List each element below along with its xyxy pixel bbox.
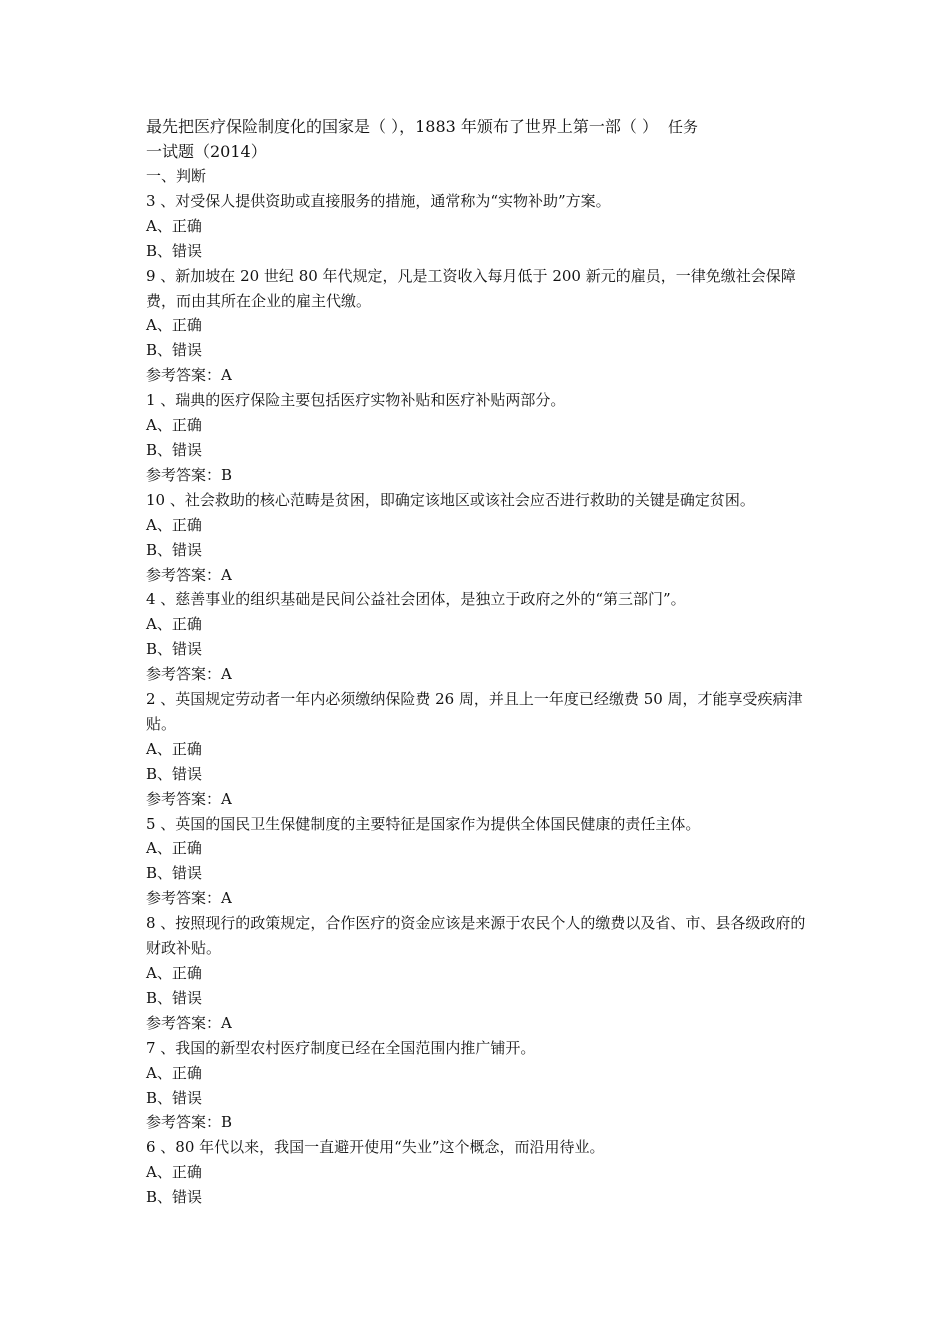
option-a: A、正确: [146, 416, 202, 435]
document-page: [146, 115, 814, 1210]
question-text: 7 、我国的新型农村医疗制度已经在全国范围内推广铺开。: [146, 1038, 536, 1057]
question-text: 1 、瑞典的医疗保险主要包括医疗实物补贴和医疗补贴两部分。: [146, 391, 566, 410]
option-b: B、错误: [146, 988, 203, 1007]
option-b: B、错误: [146, 1088, 203, 1107]
question-item: [146, 488, 814, 588]
title-line-2: 一试题（2014）: [146, 141, 267, 161]
option-a: A、正确: [146, 964, 202, 982]
question-item: [146, 587, 814, 687]
option-a: A、正确: [146, 1163, 202, 1182]
question-text: 8 、按照现行的政策规定，合作医疗的资金应该是来源于农民个人的缴费以及省、市、县各级政府的财政补贴。: [146, 914, 806, 958]
option-b: B、错误: [146, 1188, 203, 1207]
question-text: 9 、新加坡在 20 世纪 80 年代规定，凡是工资收入每月低于 200 新元的雇员，一律免缴社会保障费，而由其所在企业的雇主代缴。: [146, 266, 796, 310]
option-a: A、正确: [146, 316, 202, 335]
question-item: [146, 264, 814, 389]
question-text: 6 、80 年代以来，我国一直避开使用“失业”这个概念，而沿用待业。: [146, 1138, 605, 1157]
title-text: 最先把医疗保险制度化的国家是（ ），1883 年颁布了世界上第一部（ ）: [146, 117, 658, 136]
question-item: [146, 1135, 814, 1210]
reference-answer: 参考答案：A: [146, 889, 232, 908]
reference-answer: 参考答案：A: [146, 1013, 232, 1032]
option-a: A、正确: [146, 839, 202, 858]
option-a: A、正确: [146, 1063, 202, 1082]
question-item: [146, 812, 814, 912]
question-text: 10 、社会救助的核心范畴是贫困，即确定该地区或该社会应否进行救助的关键是确定贫困。: [146, 490, 755, 509]
section-header: 一、判断: [146, 167, 207, 185]
option-a: A、正确: [146, 615, 202, 634]
option-b: B、错误: [146, 640, 203, 659]
option-b: B、错误: [146, 241, 203, 260]
option-a: A、正确: [146, 216, 202, 235]
reference-answer: 参考答案：A: [146, 366, 232, 385]
document-title: [146, 115, 814, 164]
title-tail: 任务: [667, 118, 698, 136]
option-b: B、错误: [146, 440, 203, 459]
reference-answer: 参考答案：B: [146, 465, 233, 484]
option-a: A、正确: [146, 515, 202, 534]
question-item: [146, 388, 814, 488]
question-text: 3 、对受保人提供资助或直接服务的措施，通常称为“实物补助”方案。: [146, 191, 611, 210]
reference-answer: 参考答案：A: [146, 565, 232, 584]
reference-answer: 参考答案：A: [146, 789, 232, 808]
option-b: B、错误: [146, 764, 203, 783]
question-text: 2 、英国规定劳动者一年内必须缴纳保险费 26 周，并且上一年度已经缴费 50 周，才能享受疾病津贴。: [146, 690, 803, 733]
question-item: [146, 1036, 814, 1136]
option-b: B、错误: [146, 341, 203, 360]
reference-answer: 参考答案：A: [146, 665, 232, 684]
question-list: [146, 189, 814, 1210]
option-a: A、正确: [146, 739, 202, 758]
question-item: [146, 189, 814, 264]
question-text: 5 、英国的国民卫生保健制度的主要特征是国家作为提供全体国民健康的责任主体。: [146, 814, 701, 833]
option-b: B、错误: [146, 864, 203, 883]
question-item: [146, 687, 814, 812]
title-line-1: [146, 115, 814, 140]
reference-answer: 参考答案：B: [146, 1113, 233, 1132]
option-b: B、错误: [146, 540, 203, 559]
question-item: [146, 911, 814, 1036]
question-text: 4 、慈善事业的组织基础是民间公益社会团体，是独立于政府之外的“第三部门”。: [146, 590, 686, 609]
